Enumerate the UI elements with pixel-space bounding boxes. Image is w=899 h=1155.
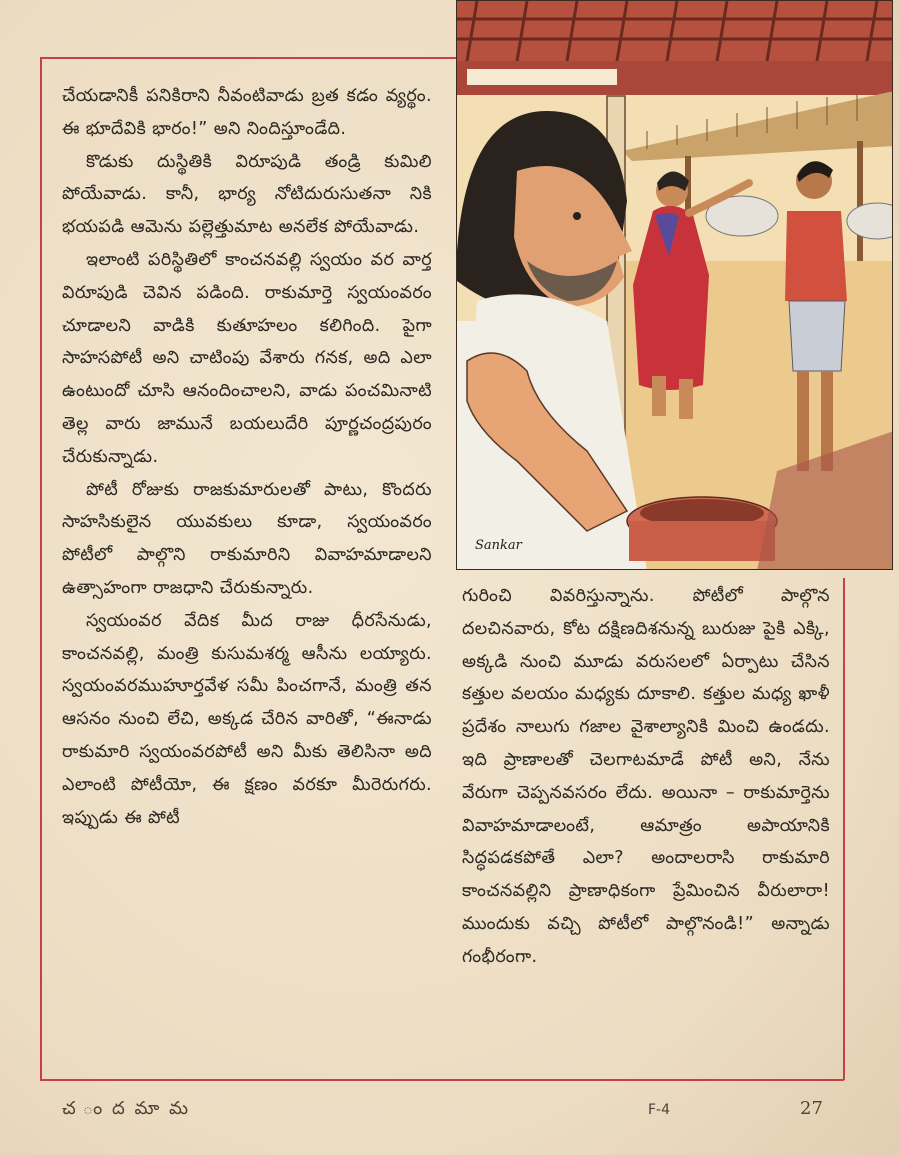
story-illustration	[456, 0, 893, 570]
paragraph: కొడుకు దుస్థితికి విరూపుడి తండ్రి కుమిలి పోయేవాడు. కానీ, భార్య నోటిదురుసుతనా నికి భయపడి ఆమెను పల్లెత్తుమాట అనలేక పోయేవాడు.	[62, 151, 432, 238]
paragraph: చేయడానికీ పనికిరాని నీవంటివాడు బ్రత కడం వ్యర్థం. ఈ భూదేవికి భారం!” అని నిందిస్తూండేది.	[62, 86, 432, 139]
border-top-left	[40, 57, 456, 59]
paragraph: ఇలాంటి పరిస్థితిలో కాంచనవల్లి స్వయం వర వార్త విరూపుడి చెవిన పడింది. రాకుమార్తె స్వయంవరం చూడాలని వాడికి కుతూహలం కలిగింది. పైగా సాహసపోటీ అని చాటింపు వేశారు గనక, అది ఎలా ఉంటుందో చూసి ఆనందించాలని, వాడు పంచమినాటి తెల్ల వారు జామునే బయలుదేరి పూర్ణచంద్రపురం చేరుకున్నాడు.	[62, 249, 432, 467]
paragraph: గురించి వివరిస్తున్నాను. పోటీలో పాల్గొన దలచినవారు, కోట దక్షిణదిశనున్న బురుజు పైకి ఎక్కి, అక్కడి నుంచి మూడు వరుసలలో ఏర్పాటు చేసిన కత్తుల వలయం మధ్యకు దూకాలి. కత్తుల మధ్య ఖాళీ ప్రదేశం నాలుగు గజాల వైశాల్యానికి మించి ఉండదు. ఇది ప్రాణాలతో చెలగాటమాడే పోటీ అని, నేను వేరుగా చెప్పనవసరం లేదు. అయినా – రాకుమార్తెను వివాహమాడాలంటే, ఆమాత్రం అపాయానికి సిద్ధపడకపోతే ఎలా? అందాలరాసి రాకుమారి కాంచనవల్లిని ప్రాణాధికంగా ప్రేమించిన వీరులారా! ముందుకు వచ్చి పోటీలో పాల్గొనండి!” అన్నాడు గంభీరంగా.	[462, 586, 830, 967]
right-text-column	[462, 580, 830, 974]
artist-signature: Sankar	[475, 538, 522, 553]
border-left	[40, 57, 42, 1080]
illustration-drawing	[457, 1, 893, 570]
border-right-lower	[843, 578, 845, 1080]
magazine-name: చ ం ద మా మ	[62, 1098, 191, 1119]
page-number: 27	[800, 1098, 823, 1119]
paragraph: పోటీ రోజుకు రాజకుమారులతో పాటు, కొందరు సాహసికులైన యువకులు కూడా, స్వయంవరం పోటీలో పాల్గొని రాకుమారిని వివాహమాడాలని ఉత్సాహంగా రాజధాని చేరుకున్నారు.	[62, 479, 432, 598]
left-text-column	[62, 80, 432, 834]
paragraph: స్వయంవర వేదిక మీద రాజు ధీరసేనుడు, కాంచనవల్లి, మంత్రి కుసుమశర్మ ఆసీను లయ్యారు. స్వయంవరముహూర్తవేళ సమీ పించగానే, మంత్రి తన ఆసనం నుంచి లేచి, అక్కడ చేరిన వారితో, “ఈనాడు రాకుమారి స్వయంవరపోటీ అని మీకు తెలిసినా అది ఎలాంటి పోటీయో, ఈ క్షణం వరకూ మీరెరుగరు. ఇప్పుడు ఈ పోటీ	[62, 610, 432, 828]
border-bottom	[40, 1079, 844, 1081]
page-code: F-4	[648, 1102, 671, 1118]
